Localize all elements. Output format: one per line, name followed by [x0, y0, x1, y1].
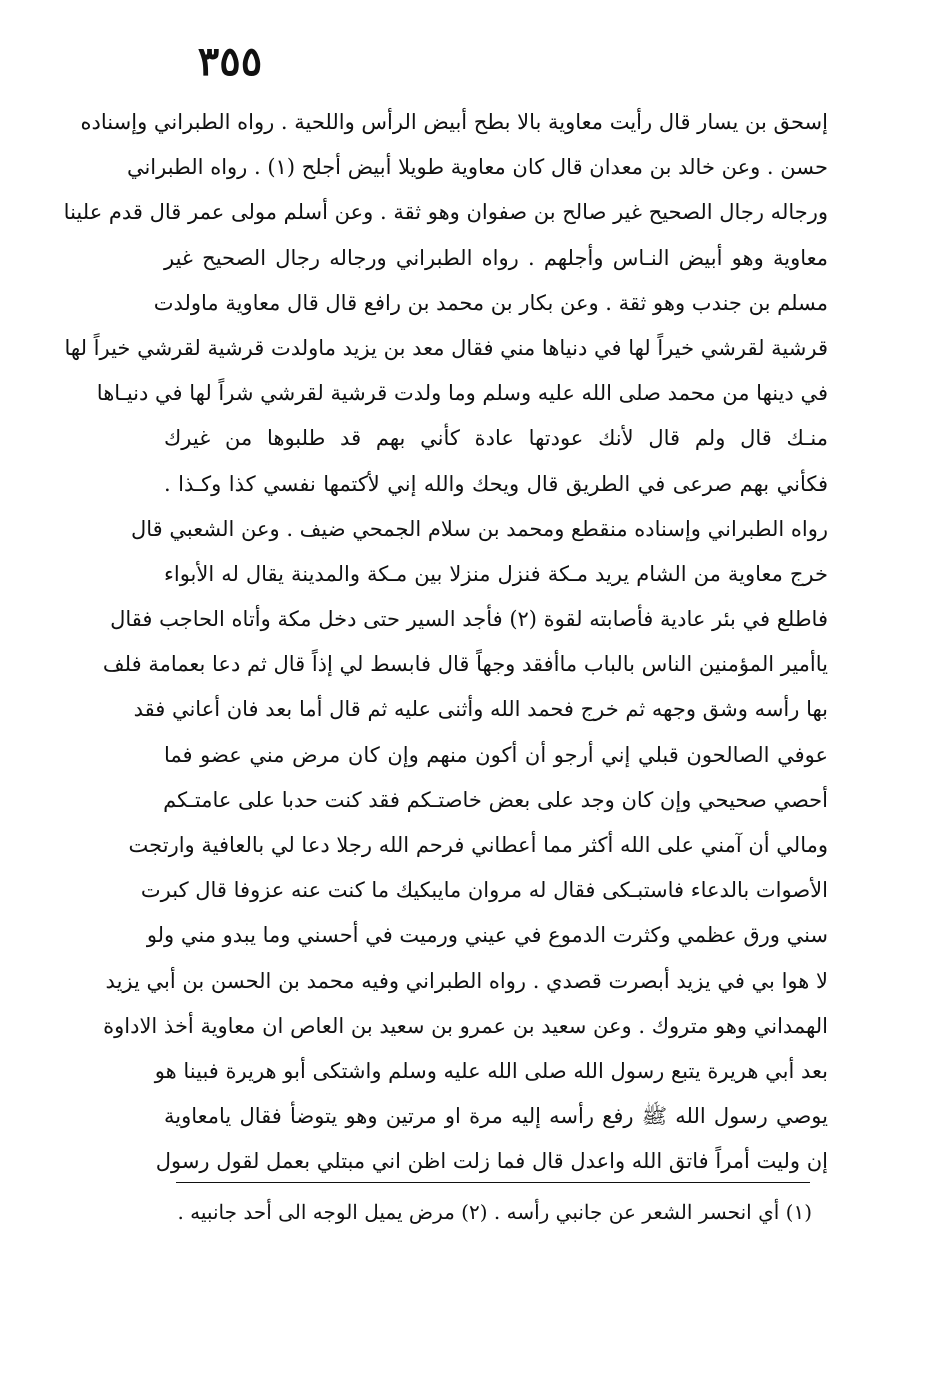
text-line: خرج معاوية من الشام يريد مـكة فنزل منزلا بين مـكة والمدينة يقال له الأبواء [164, 561, 828, 586]
text-line: يوصي رسول الله ﷺ رفع رأسه إليه مرة او مرتين وهو يتوضأ فقال يامعاوية [164, 1104, 828, 1129]
text-line: فاطلع في بئر عادية فأصابته لقوة (٢) فأجد السير حتى دخل مكة وأتاه الحاجب فقال [110, 607, 828, 632]
text-line: أحصي صحيحي وإن كان وجد على بعض خاصتـكم فقد كنت حدبا على عامتـكم [163, 787, 828, 812]
page-number: ٣٥٥ [197, 38, 263, 85]
text-line: قرشية لقرشي خيراً لها في دنياها مني فقال معد بن يزيد ماولدت قرشية لقرشي خيراً لها [64, 335, 828, 360]
footnote: (١) أي انحسر الشعر عن جانبي رأسه . (٢) مرض يميل الوجه الى أحد جانبيه . [177, 1200, 812, 1224]
text-line: حسن . وعن خالد بن معدان قال كان معاوية طويلا أبيض أجلح (١) . رواه الطبراني [126, 155, 828, 180]
text-line: إن وليت أمراً فاتق الله واعدل قال فما زلت اظن اني مبتلي بعمل لقول رسول [155, 1149, 828, 1174]
text-line: لا هوا بي في يزيد أبصرت قصدي . رواه الطبراني وفيه محمد بن الحسن بن أبي يزيد [105, 968, 828, 993]
text-line: مسلم بن جندب وهو ثقة . وعن بكار بن محمد بن رافع قال قال معاوية ماولدت [153, 290, 828, 315]
text-line: ومالي أن آمني على الله أكثر مما أعطاني فرحم الله رجلا دعا لي بالعافية وارتجت [128, 833, 828, 857]
text-line: ورجاله رجال الصحيح غير صالح بن صفوان وهو ثقة . وعن أسلم مولى عمر قال قدم علينا [63, 200, 828, 225]
text-line: إسحق بن يسار قال رأيت معاوية بالا بطح أبيض الرأس واللحية . رواه الطبراني وإسناده [80, 110, 828, 134]
text-line: في دينها من محمد صلى الله عليه وسلم وما ولدت قرشية لقرشي شراً لها في دنيـاها [96, 381, 828, 406]
text-line: رواه الطبراني وإسناده منقطع ومحمد بن سلام الجمحي ضيف . وعن الشعبي قال [131, 516, 828, 541]
text-line: الهمداني وهو متروك . وعن سعيد بن عمرو بن سعيد بن العاص ان معاوية أخذ الاداوة [103, 1013, 828, 1038]
text-line: الأصوات بالدعاء فاستبـكى فقال له مروان مايبكيك ما كنت عنه عزوفا قال كبرت [140, 878, 828, 903]
main-text [63, 100, 828, 1185]
text-line: عوفي الصالحون قبلي إني أرجو أن أكون منهم وإن كان مرض مني عضو فما [164, 742, 828, 767]
text-line: فكأني بهم صرعى في الطريق قال ويحك والله إني لأكتمها نفسي كذا وكـذا . [164, 471, 828, 496]
text-line: بها رأسه وشق وجهه ثم خرج فحمد الله وأثنى عليه ثم قال أما بعد فان أعاني فقد [133, 697, 828, 722]
text-line: منـك قال ولم قال لأنك عودتها عادة كأني بهم قد طلبوها من غيرك [164, 426, 828, 451]
text-line: بعد أبي هريرة يتبع رسول الله صلى الله عليه وسلم واشتكى أبو هريرة فبينا هو [154, 1058, 828, 1083]
text-line: ياأمير المؤمنين الناس بالباب ماأفقد وجهاً قال فابسط لي إذاً قال ثم دعا بعمامة فلف [102, 652, 828, 677]
footnote-divider [176, 1182, 810, 1183]
text-line: سني ورق عظمي وكثرت الدموع في عيني ورميت في أحسني وما يبدو مني ولو [146, 923, 828, 948]
text-line: معاوية وهو أبيض النـاس وأجلهم . رواه الطبراني ورجاله رجال الصحيح غير [164, 245, 828, 270]
